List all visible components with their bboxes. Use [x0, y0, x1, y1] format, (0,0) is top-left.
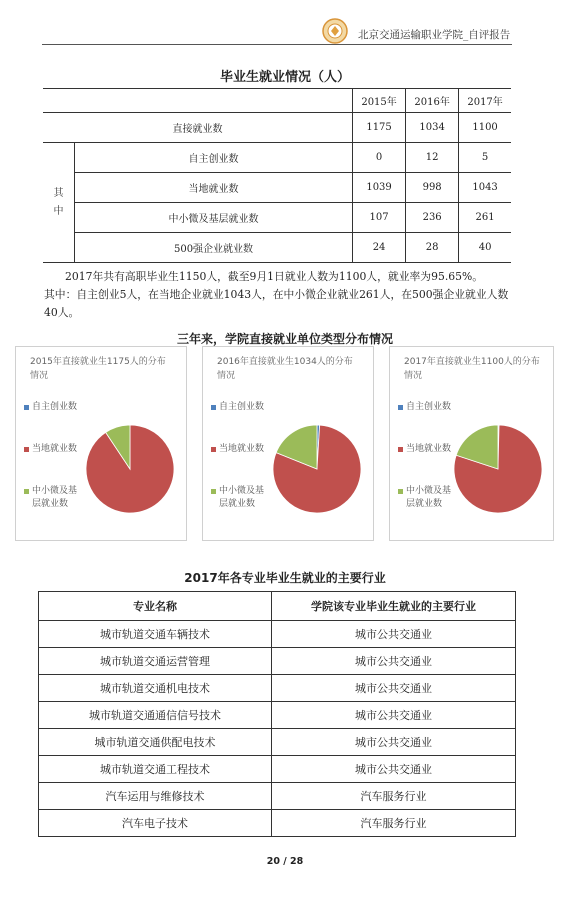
industry-name: 城市公共交通业 [272, 648, 516, 675]
header-divider [42, 44, 512, 45]
table-row [39, 702, 516, 729]
legend-label: 自主创业数 [32, 402, 78, 412]
group-label [43, 143, 75, 263]
legend-swatch [398, 489, 403, 494]
row-label: 中小微及基层就业数 [75, 203, 353, 233]
table-row [43, 113, 511, 143]
table-cell: 261 [459, 203, 511, 233]
pie-chart [267, 419, 367, 519]
column-header: 专业名称 [39, 592, 272, 621]
year-header: 2015年 [353, 89, 406, 113]
major-name: 城市轨道交通供配电技术 [39, 729, 272, 756]
employment-table-title: 毕业生就业情况（人） [219, 70, 350, 85]
industry-name: 城市公共交通业 [272, 675, 516, 702]
pie-chart-title: 2015年直接就业生1175人的分布情况 [30, 357, 166, 381]
legend-swatch [398, 405, 403, 410]
major-name: 汽车运用与维修技术 [39, 783, 272, 810]
table-corner-cell [43, 89, 353, 113]
year-header: 2017年 [459, 89, 511, 113]
pie-chart [448, 419, 548, 519]
table-row [43, 143, 511, 173]
major-name: 城市轨道交通机电技术 [39, 675, 272, 702]
table-row [43, 233, 511, 263]
table-cell: 40 [459, 233, 511, 263]
page-number: 20 / 28 [266, 856, 304, 867]
industry-name: 汽车服务行业 [272, 810, 516, 837]
table-cell: 1039 [353, 173, 406, 203]
table-cell: 0 [353, 143, 406, 173]
pie-chart-card [202, 346, 374, 541]
column-header: 学院该专业毕业生就业的主要行业 [272, 592, 516, 621]
industry-name: 城市公共交通业 [272, 621, 516, 648]
major-name: 汽车电子技术 [39, 810, 272, 837]
major-name: 城市轨道交通运营管理 [39, 648, 272, 675]
pie-chart-card [389, 346, 554, 541]
major-name: 城市轨道交通通信信号技术 [39, 702, 272, 729]
legend-swatch [211, 447, 216, 452]
row-label: 自主创业数 [75, 143, 353, 173]
legend-label: 当地就业数 [32, 444, 78, 454]
major-name: 城市轨道交通工程技术 [39, 756, 272, 783]
table-cell: 1175 [353, 113, 406, 143]
legend-label: 自主创业数 [219, 402, 265, 412]
year-header: 2016年 [406, 89, 459, 113]
table-row [43, 173, 511, 203]
legend-label: 中小微及基层就业数 [219, 486, 265, 509]
table-cell: 28 [406, 233, 459, 263]
industry-name: 城市公共交通业 [272, 702, 516, 729]
legend-swatch [24, 405, 29, 410]
table-cell: 1034 [406, 113, 459, 143]
industry-name: 城市公共交通业 [272, 756, 516, 783]
legend-swatch [211, 405, 216, 410]
paragraph-line: 其中：自主创业5人，在当地企业就业1043人，在中小微企业就业261人，在500强企业就业人数40人。 [44, 288, 509, 319]
paragraph-line: 2017年共有高职毕业生1150人，截至9月1日就业人数为1100人，就业率为95.65%。 [65, 270, 484, 283]
table-header-row [43, 89, 511, 113]
pie-chart-title: 2017年直接就业生1100人的分布情况 [404, 357, 540, 381]
pie-chart-title: 2016年直接就业生1034人的分布情况 [217, 357, 353, 381]
school-emblem-icon [322, 18, 348, 44]
table-cell: 1043 [459, 173, 511, 203]
legend-label: 中小微及基层就业数 [406, 486, 452, 509]
table-row [39, 648, 516, 675]
table-row [39, 675, 516, 702]
table-row [39, 810, 516, 837]
table-row [43, 203, 511, 233]
legend-label: 自主创业数 [406, 402, 452, 412]
pie-chart-card [15, 346, 187, 541]
group-label-text: 其 中 [53, 187, 64, 217]
industry-table-title: 2017年各专业毕业生就业的主要行业 [184, 571, 386, 585]
pie-chart [80, 419, 180, 519]
legend-label: 当地就业数 [406, 444, 452, 454]
table-row [39, 783, 516, 810]
row-label: 直接就业数 [43, 113, 353, 143]
row-label: 当地就业数 [75, 173, 353, 203]
table-cell: 107 [353, 203, 406, 233]
table-cell: 12 [406, 143, 459, 173]
table-cell: 24 [353, 233, 406, 263]
major-name: 城市轨道交通车辆技术 [39, 621, 272, 648]
table-cell: 236 [406, 203, 459, 233]
table-row [39, 729, 516, 756]
table-cell: 5 [459, 143, 511, 173]
legend-label: 中小微及基层就业数 [32, 486, 78, 509]
summary-paragraph [44, 268, 514, 322]
industry-table [38, 591, 516, 837]
table-cell: 998 [406, 173, 459, 203]
legend-swatch [24, 447, 29, 452]
table-row [39, 621, 516, 648]
legend-swatch [24, 489, 29, 494]
row-label: 500强企业就业数 [75, 233, 353, 263]
header-title: 北京交通运输职业学院_自评报告 [358, 29, 511, 41]
legend-swatch [398, 447, 403, 452]
industry-name: 城市公共交通业 [272, 729, 516, 756]
industry-name: 汽车服务行业 [272, 783, 516, 810]
table-cell: 1100 [459, 113, 511, 143]
employment-table [43, 88, 511, 263]
pie-section-title: 三年来，学院直接就业单位类型分布情况 [176, 332, 393, 346]
table-header-row [39, 592, 516, 621]
table-row [39, 756, 516, 783]
legend-swatch [211, 489, 216, 494]
legend-label: 当地就业数 [219, 444, 265, 454]
